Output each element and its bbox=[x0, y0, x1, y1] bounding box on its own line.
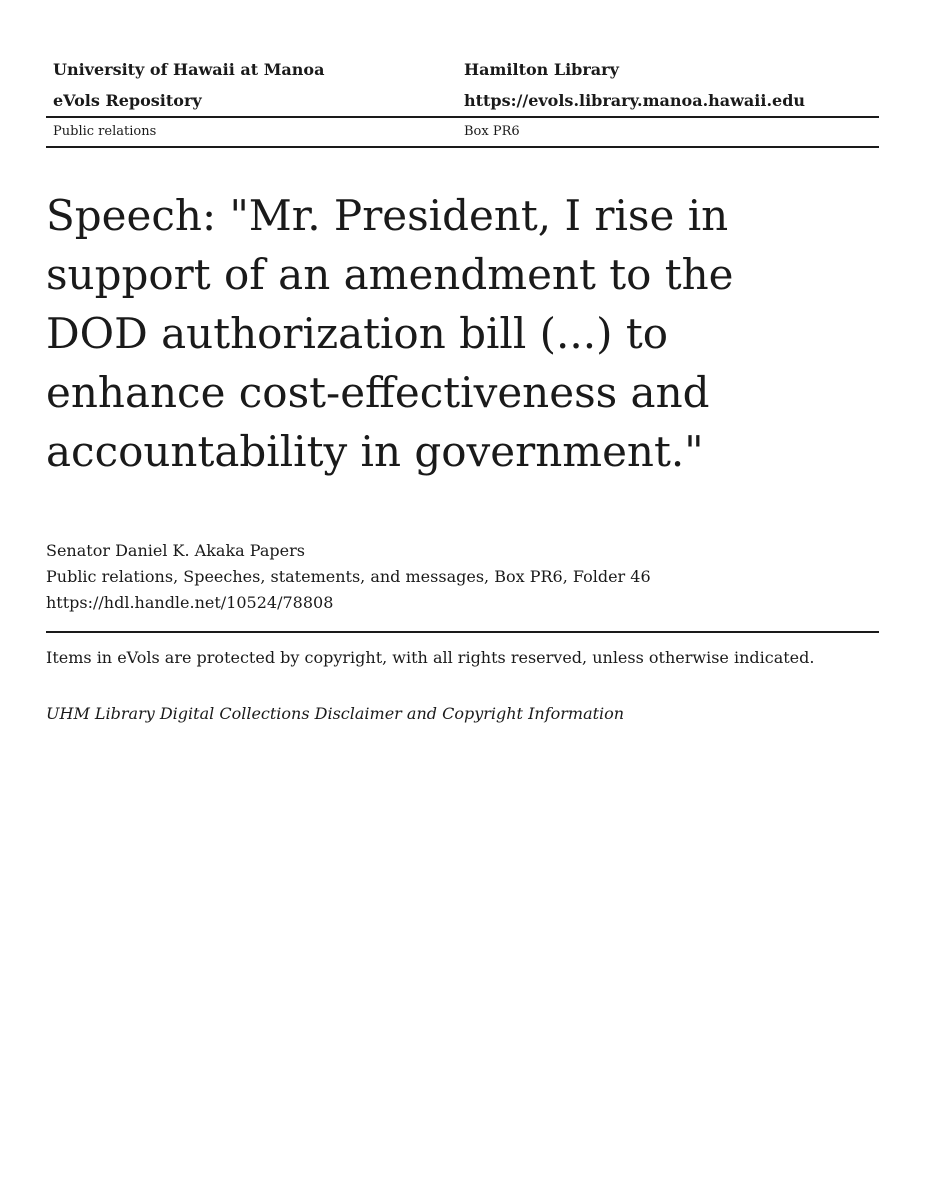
header-bottom-divider bbox=[46, 146, 879, 148]
document-title: Speech: "Mr. President, I rise in support of an amendment to the DOD authorization bill (...) to enhance cost-effectiveness and accountability in government." bbox=[46, 191, 734, 476]
handle-link[interactable]: https://hdl.handle.net/10524/78808 bbox=[46, 593, 334, 612]
box-label: Box PR6 bbox=[464, 124, 520, 139]
series-label: Public relations bbox=[53, 124, 157, 139]
rights-statement: Items in eVols are protected by copyright, with all rights reserved, unless otherwise indicated. bbox=[46, 648, 815, 667]
library-name: Hamilton Library bbox=[464, 60, 619, 79]
document-header bbox=[46, 54, 879, 148]
metadata-divider bbox=[46, 631, 879, 633]
collection-name: Senator Daniel K. Akaka Papers bbox=[46, 541, 305, 560]
repository-name: eVols Repository bbox=[53, 91, 202, 110]
repository-url[interactable]: https://evols.library.manoa.hawaii.edu bbox=[464, 91, 806, 110]
item-location: Public relations, Speeches, statements, and messages, Box PR6, Folder 46 bbox=[46, 567, 651, 586]
disclaimer-link[interactable]: UHM Library Digital Collections Disclaimer and Copyright Information bbox=[46, 704, 625, 723]
item-metadata bbox=[46, 538, 651, 616]
institution-name: University of Hawaii at Manoa bbox=[53, 60, 325, 79]
